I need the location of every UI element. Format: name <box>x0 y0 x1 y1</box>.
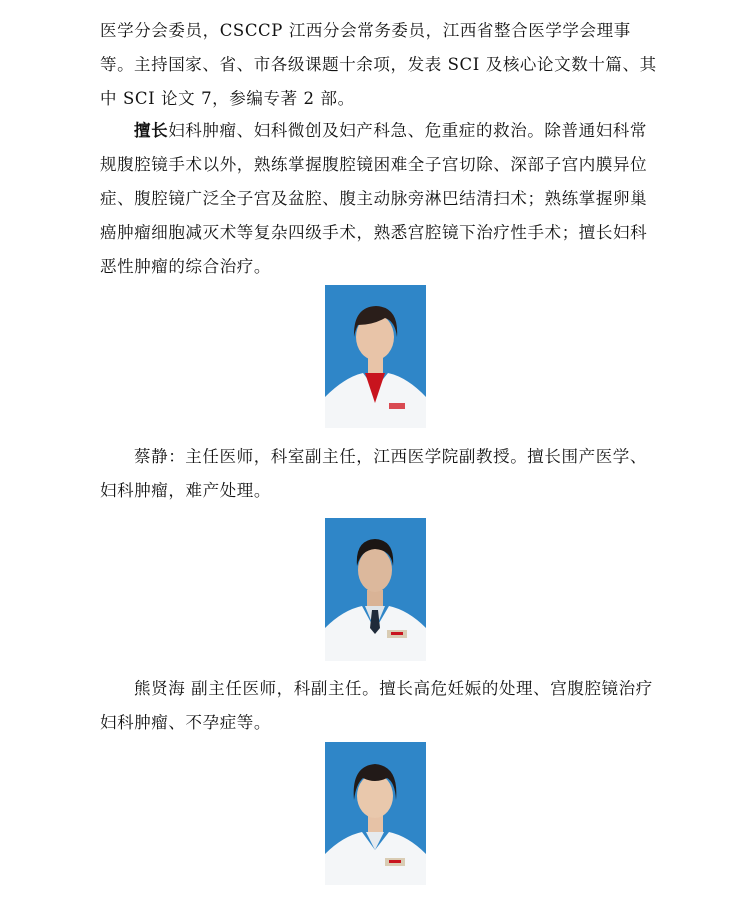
paragraph-xiong-xianhai: 熊贤海 副主任医师，科副主任。擅长高危妊娠的处理、宫腹腔镜治疗妇科肿瘤、不孕症等。 <box>100 679 653 732</box>
doctor-photo-3 <box>325 742 426 885</box>
doctor-photo-1 <box>325 285 426 428</box>
paragraph-committee-roles: 医学分会委员，CSCCP 江西分会常务委员，江西省整合医学学会理事等。 <box>100 21 631 74</box>
doctor-photo-2 <box>325 518 426 661</box>
paragraph-cai-jing: 蔡静：主任医师，科室副主任，江西医学院副教授。擅长围产医学、妇科肿瘤，难产处理。 <box>100 447 647 500</box>
expertise-text: 妇科肿瘤、妇科微创及妇产科急、危重症的救治。除普通妇科常规腹腔镜手术以外，熟练掌握腹腔镜困难全子宫切除、深部子宫内膜异位症、腹腔镜广泛全子宫及盆腔、腹主动脉旁淋巴结清扫术；熟练掌握卵巢癌肿瘤细胞减灭术等复杂四级手术，熟悉宫腔镜下治疗性手术；擅长妇科恶性肿瘤的综合治疗。 <box>100 121 648 276</box>
paragraph-research: 主持国家、省、市各级课题十余项，发表 SCI 及核心论文数十篇、其中 SCI 论文 7，参编专著 2 部。 <box>100 55 657 108</box>
expertise-label: 擅长 <box>134 121 169 140</box>
paragraph-expertise <box>100 114 660 284</box>
